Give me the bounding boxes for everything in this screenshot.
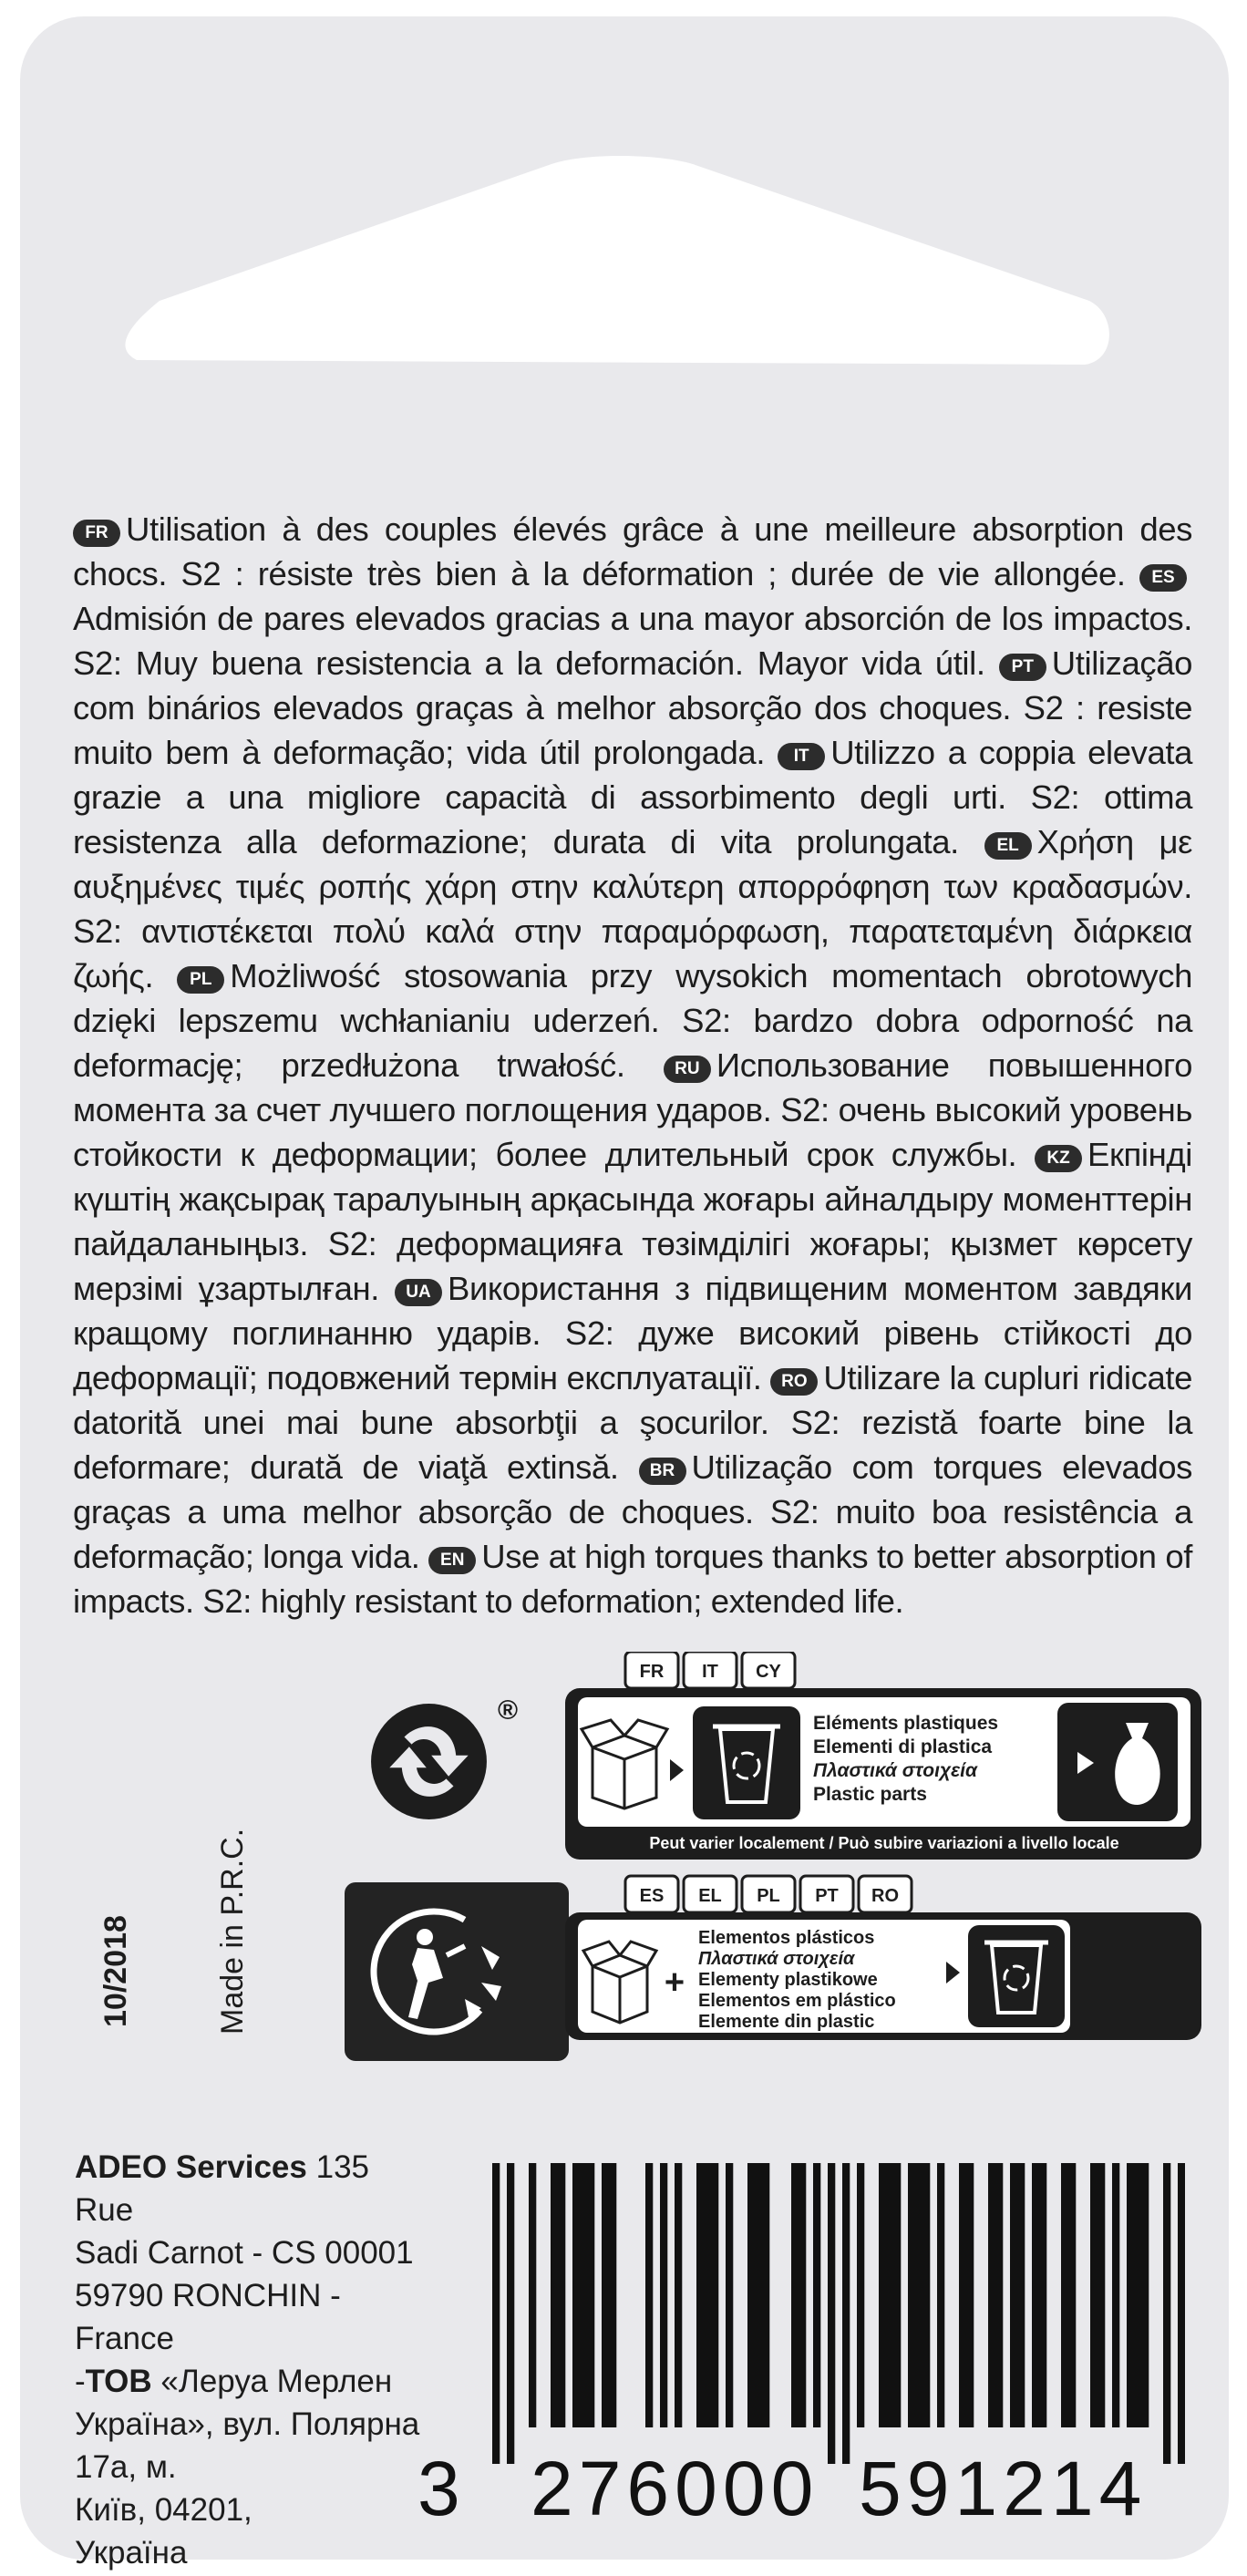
address-line-2: Sadi Carnot - CS 00001 bbox=[75, 2235, 414, 2271]
plus-sign: + bbox=[664, 1963, 685, 2002]
barcode-bar bbox=[813, 2163, 820, 2427]
barcode-bar bbox=[886, 2163, 893, 2427]
barcode-bar bbox=[747, 2163, 755, 2427]
lang-badge-it: IT bbox=[778, 743, 825, 770]
lang-badge-ru: RU bbox=[664, 1056, 711, 1083]
bottom-tab-es: ES bbox=[639, 1886, 665, 1906]
recycle-bin-icon bbox=[693, 1706, 800, 1819]
barcode-digits-left: 276000 bbox=[531, 2446, 819, 2531]
triman-icon bbox=[345, 1882, 569, 2061]
barcode-bar bbox=[602, 2163, 609, 2427]
bottom-line-2: Πλαστικά στοιχεία bbox=[698, 1949, 855, 1969]
barcode-bar bbox=[1032, 2163, 1039, 2427]
hang-hole bbox=[20, 16, 1229, 490]
barcode-bar bbox=[1141, 2163, 1149, 2427]
manufacture-date: 10/2018 bbox=[98, 1915, 133, 2027]
top-tab-fr: FR bbox=[639, 1662, 665, 1682]
barcode-bar bbox=[995, 2163, 1003, 2427]
barcode-bar bbox=[572, 2163, 580, 2427]
paragraph-it: Utilizzo a coppia elevata grazie a una migliore capacità di assorbimento degli urti. S2: ottima resistenza alla deformazione; durata di vita prolungata. bbox=[73, 734, 1193, 860]
barcode-bar bbox=[1098, 2163, 1105, 2427]
green-dot-icon bbox=[367, 1700, 490, 1823]
barcode-bar bbox=[645, 2163, 653, 2427]
barcode-bar bbox=[922, 2163, 930, 2427]
barcode-bar bbox=[660, 2163, 667, 2427]
barcode-digit-first: 3 bbox=[417, 2446, 460, 2531]
bottom-tab-pt: PT bbox=[815, 1886, 839, 1906]
paragraph-es: Admisión de pares elevados gracias a una mayor absorción de los impactos. S2: Muy buena resistencia a la deformación. Mayor vida útil. bbox=[73, 600, 1192, 682]
paragraph-fr: Utilisation à des couples élevés grâce à une meilleure absorption des chocs. S2 : résiste très bien à la déformation ; durée de vie allongée. bbox=[73, 510, 1192, 592]
lang-badge-br: BR bbox=[639, 1458, 686, 1485]
lang-badge-ua: UA bbox=[395, 1279, 442, 1306]
barcode-bar bbox=[959, 2163, 966, 2427]
barcode-bar bbox=[762, 2163, 769, 2427]
barcode-bar bbox=[507, 2163, 514, 2464]
barcode-bar bbox=[828, 2163, 835, 2464]
paragraph-kz: Екпінді күштің жақсырақ таралуының арқасында жоғары айналдыру моменттерін пайдаланыңыз. S2: деформацияға төзімділігі жоғары; қызмет көрсету мерзімі ұзартылған. bbox=[73, 1136, 1192, 1307]
address-line-1: 135 Rue bbox=[75, 2149, 369, 2228]
top-tab-it: IT bbox=[702, 1662, 718, 1682]
barcode-bar bbox=[1039, 2163, 1046, 2427]
barcode-bar bbox=[1061, 2163, 1068, 2427]
barcode-bar bbox=[696, 2163, 704, 2427]
barcode-bar bbox=[893, 2163, 901, 2427]
registered-mark: ® bbox=[498, 1695, 519, 1726]
lang-badge-pt: PT bbox=[999, 654, 1046, 681]
barcode-bar bbox=[1178, 2163, 1185, 2464]
barcode-bar bbox=[609, 2163, 616, 2427]
barcode-bar bbox=[492, 2163, 500, 2464]
barcode-bar bbox=[1112, 2163, 1119, 2427]
address-line-7: Київ, 04201, bbox=[75, 2492, 252, 2528]
lang-badge-el: EL bbox=[984, 832, 1032, 860]
paragraph-br: Utilização com torques elevados graças a uma melhor absorção de choques. S2: muito boa resistência a deformação; longa vida. bbox=[73, 1448, 1192, 1575]
lang-badge-ro: RO bbox=[770, 1368, 818, 1396]
importer-address bbox=[75, 2146, 421, 2574]
paragraph-ro: Utilizare la cupluri ridicate datorită unei mai bune absorbţii a şocurilor. S2: rezistă foarte bine la deformare; durată de viaţă extinsă. bbox=[73, 1359, 1192, 1486]
top-tab-cy: CY bbox=[756, 1662, 781, 1682]
barcode-bar bbox=[1127, 2163, 1134, 2427]
barcode-bar bbox=[711, 2163, 718, 2427]
top-line-2: Elementi di plastica bbox=[813, 1736, 993, 1757]
bottom-line-3: Elementy plastikowe bbox=[698, 1970, 878, 1990]
barcode-bar bbox=[988, 2163, 995, 2427]
barcode-bar bbox=[966, 2163, 974, 2427]
bottom-tab-ro: RO bbox=[871, 1886, 899, 1906]
barcode-bar bbox=[937, 2163, 944, 2427]
multilingual-description bbox=[73, 507, 1192, 1623]
top-line-1: Eléments plastiques bbox=[813, 1713, 999, 1734]
bottom-tab-pl: PL bbox=[757, 1886, 780, 1906]
barcode-bar bbox=[1090, 2163, 1098, 2427]
barcode-bar bbox=[879, 2163, 886, 2427]
top-line-3: Πλαστικά στοιχεία bbox=[813, 1760, 977, 1781]
barcode-bar bbox=[726, 2163, 733, 2427]
country-of-origin: Made in P.R.C. bbox=[215, 1828, 250, 2035]
recycle-bin-icon-bottom bbox=[968, 1925, 1065, 2027]
paragraph-ru: Использование повышенного момента за счет лучшего поглощения ударов. S2: очень высокий уровень стойкости к деформации; более длительный срок службы. bbox=[73, 1046, 1192, 1173]
top-lang-tabs bbox=[625, 1652, 795, 1688]
barcode-bar bbox=[704, 2163, 711, 2427]
address-line-3: 59790 RONCHIN - France bbox=[75, 2278, 341, 2356]
address-line-4-bold: ТОВ bbox=[85, 2364, 152, 2399]
barcode-bar bbox=[558, 2163, 565, 2427]
barcode-bar bbox=[1163, 2163, 1170, 2464]
paragraph-pl: Możliwość stosowania przy wysokich momentach obrotowych dzięki lepszemu wchłanianiu uderzeń. S2: bardzo dobra odporność na deformację; przedłużona trwałość. bbox=[73, 957, 1193, 1084]
address-line-4: «Леруа Мерлен bbox=[151, 2364, 393, 2399]
company-name: ADEO Services bbox=[75, 2149, 307, 2185]
barcode-bar bbox=[908, 2163, 915, 2427]
barcode-bar bbox=[587, 2163, 594, 2427]
bottom-lang-tabs bbox=[625, 1876, 912, 1912]
triman-logo bbox=[345, 1882, 569, 2061]
barcode-bar bbox=[1010, 2163, 1017, 2427]
address-line-5: Україна», вул. Полярна bbox=[75, 2406, 420, 2442]
paragraph-pt: Utilização com binários elevados graças à melhor absorção dos choques. S2 : resiste muito bem à deformação; vida útil prolongada. bbox=[73, 644, 1193, 771]
barcode-bar bbox=[842, 2163, 850, 2464]
paragraph-en: Use at high torques thanks to better absorption of impacts. S2: highly resistant to deformation; extended life. bbox=[73, 1538, 1192, 1620]
barcode-bar bbox=[675, 2163, 682, 2427]
lang-badge-kz: KZ bbox=[1035, 1145, 1082, 1172]
recycling-info-panel bbox=[565, 1652, 1203, 2044]
barcode-bar bbox=[915, 2163, 922, 2427]
bottom-line-1: Elementos plásticos bbox=[698, 1928, 875, 1948]
barcode bbox=[492, 2163, 1185, 2464]
barcode-bar bbox=[791, 2163, 799, 2427]
barcode-digits-right: 591214 bbox=[859, 2446, 1148, 2531]
barcode-bar bbox=[755, 2163, 762, 2427]
address-line-6: 17а, м. bbox=[75, 2449, 177, 2485]
paragraph-el: Χρήση με αυξημένες τιμές ροπής χάρη στην καλύτερη απορρόφηση των κραδασμών. S2: αντιστέκεται πολύ καλά στην παραμόρφωση, παρατεταμένη διάρκεια ζωής. bbox=[73, 823, 1192, 994]
barcode-bar bbox=[580, 2163, 587, 2427]
barcode-bar bbox=[1017, 2163, 1025, 2427]
trash-bag-icon bbox=[1057, 1703, 1178, 1821]
lang-badge-fr: FR bbox=[73, 520, 120, 547]
lang-badge-pl: PL bbox=[177, 966, 224, 994]
barcode-bar bbox=[1068, 2163, 1076, 2427]
bottom-line-5: Elemente din plastic bbox=[698, 2012, 875, 2032]
barcode-bar bbox=[529, 2163, 536, 2427]
top-note: Peut varier localement / Può subire variazioni a livello locale bbox=[649, 1834, 1119, 1852]
barcode-bar bbox=[857, 2163, 864, 2427]
address-line-8: Україна bbox=[75, 2535, 188, 2571]
barcode-bar bbox=[1134, 2163, 1141, 2427]
barcode-bar bbox=[551, 2163, 558, 2427]
lang-badge-en: EN bbox=[428, 1547, 476, 1574]
address-line-4-prefix: - bbox=[75, 2364, 86, 2399]
lang-badge-es: ES bbox=[1139, 564, 1187, 592]
bottom-tab-el: EL bbox=[698, 1886, 722, 1906]
paragraph-ua: Використання з підвищеним моментом завдяки кращому поглинанню ударів. S2: дуже високий рівень стійкості до деформації; подовжений термін експлуатації. bbox=[73, 1270, 1192, 1396]
bottom-line-4: Elementos em plástico bbox=[698, 1991, 896, 2011]
top-line-4: Plastic parts bbox=[813, 1784, 927, 1805]
barcode-bar bbox=[799, 2163, 806, 2427]
